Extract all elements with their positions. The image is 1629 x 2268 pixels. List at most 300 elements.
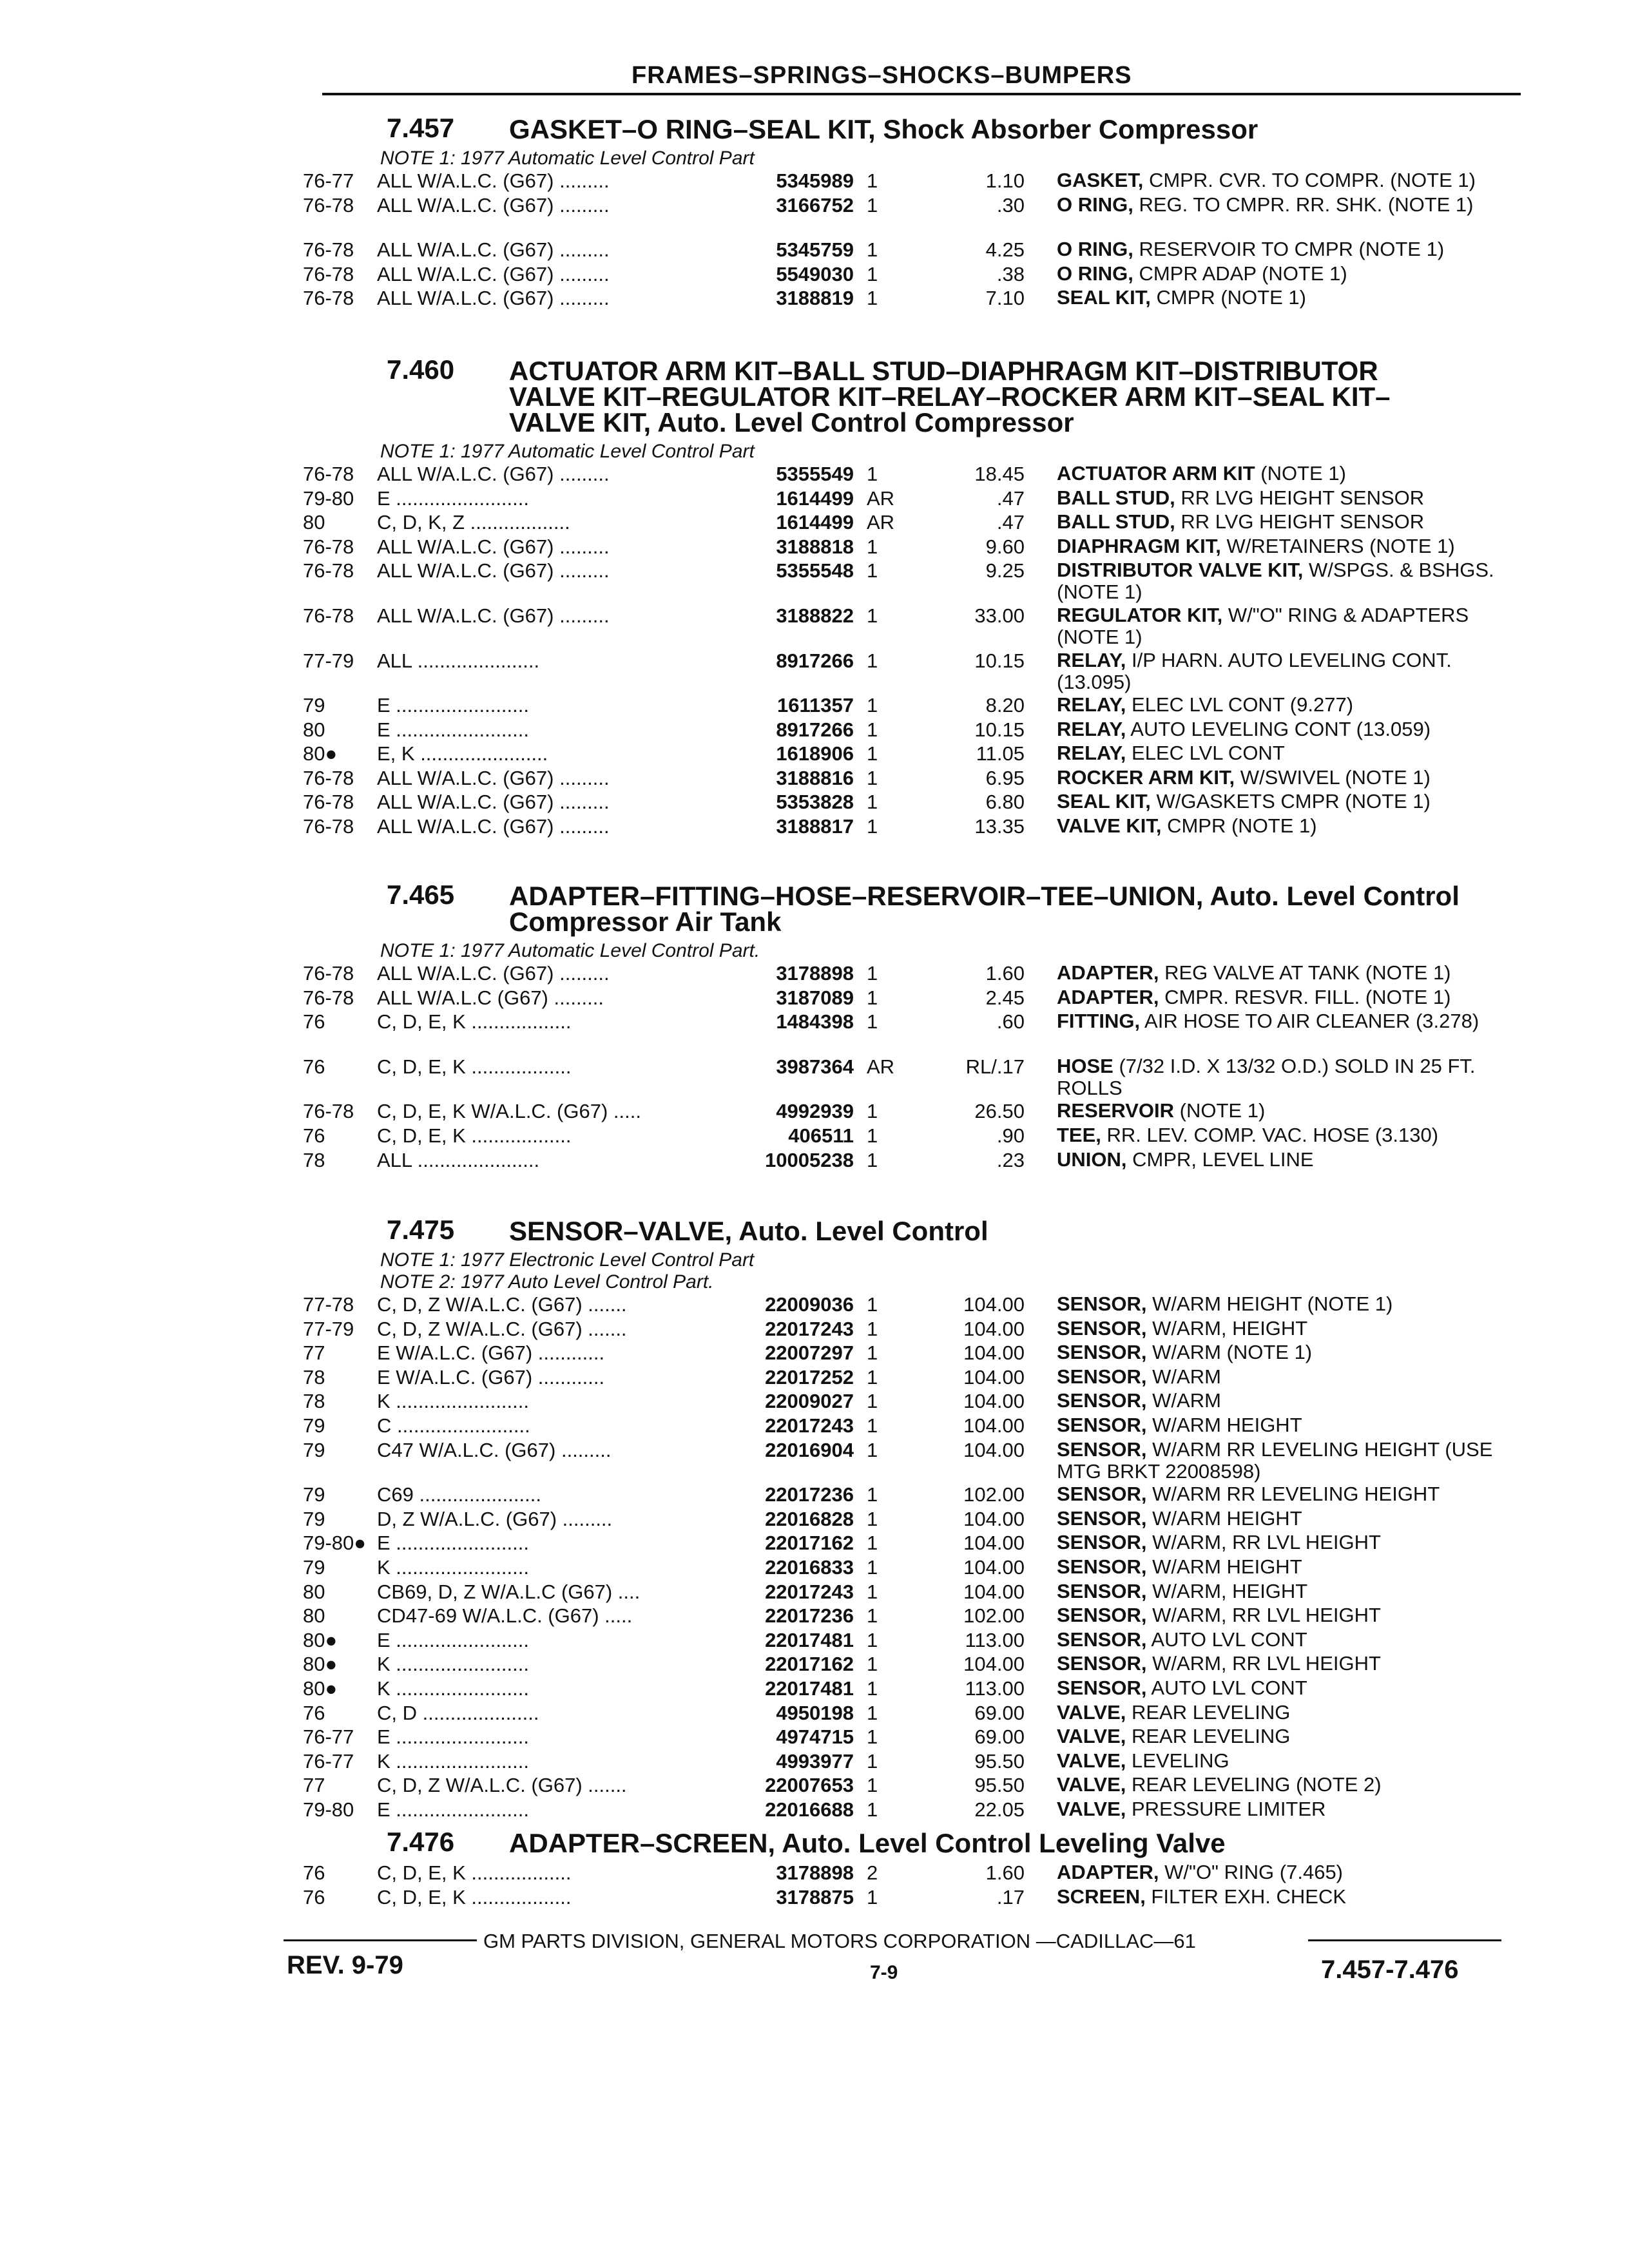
price: RL/.17 <box>965 1055 1025 1078</box>
part-row <box>0 1010 1629 1035</box>
part-row <box>0 487 1629 512</box>
part-row <box>0 559 1629 604</box>
price: .38 <box>996 262 1025 285</box>
description <box>1057 1750 1508 1772</box>
part-number: 22017243 <box>765 1580 854 1603</box>
section-title: ACTUATOR ARM KIT–BALL STUD–DIAPHRAGM KIT–DISTRIBUTOR VALVE KIT–REGULATOR KIT–RELAY–ROCKER ARM KIT–SEAL KIT– VALVE KIT, Auto. Level Control Compressor <box>509 356 1391 437</box>
application: C, D, E, K .................. <box>377 1861 572 1884</box>
description-keyword: SENSOR, <box>1057 1652 1147 1675</box>
price: 102.00 <box>963 1604 1025 1628</box>
application: C, D, Z W/A.L.C. (G67) ....... <box>377 1317 627 1340</box>
model-year: 76-78 <box>303 791 354 814</box>
description-text: I/P HARN. AUTO LEVELING CONT. (13.095) <box>1057 648 1452 693</box>
quantity: 1 <box>867 287 878 310</box>
price: 10.15 <box>974 649 1025 672</box>
description-text: RR LVG HEIGHT SENSOR <box>1175 510 1425 533</box>
description-text: W/ARM, HEIGHT <box>1146 1579 1308 1602</box>
quantity: 1 <box>867 1148 878 1171</box>
part-number: 22017481 <box>765 1677 854 1700</box>
model-year: 76 <box>303 1885 325 1908</box>
section-note: NOTE 1: 1977 Automatic Level Control Part. <box>380 940 760 961</box>
description-text: W/RETAINERS (NOTE 1) <box>1220 534 1455 557</box>
application: ALL W/A.L.C. (G67) ......... <box>377 962 610 985</box>
application: K ........................ <box>377 1555 529 1579</box>
description <box>1057 511 1508 533</box>
application: K ........................ <box>377 1749 529 1773</box>
model-year: 80 <box>303 1604 325 1628</box>
description-text: (NOTE 1) <box>1174 1099 1266 1122</box>
description <box>1057 1629 1508 1651</box>
description-text: CMPR (NOTE 1) <box>1150 286 1306 309</box>
description <box>1057 1366 1508 1388</box>
quantity: 1 <box>867 1701 878 1724</box>
price: 104.00 <box>963 1580 1025 1603</box>
part-number: 3188817 <box>776 815 854 838</box>
part-number: 1614499 <box>776 511 854 534</box>
description <box>1057 1010 1508 1032</box>
running-title: FRAMES–SPRINGS–SHOCKS–BUMPERS <box>631 62 1132 89</box>
part-row <box>0 1556 1629 1581</box>
description-keyword: RELAY, <box>1057 717 1126 740</box>
description-text: W/ARM HEIGHT <box>1146 1555 1302 1578</box>
model-year: 76-78 <box>303 287 354 310</box>
description-keyword: RELAY, <box>1057 693 1126 716</box>
description-keyword: VALVE, <box>1057 1797 1126 1820</box>
price: 11.05 <box>976 742 1025 765</box>
section-note: NOTE 1: 1977 Automatic Level Control Part <box>380 441 755 462</box>
description-keyword: RELAY, <box>1057 742 1126 765</box>
part-row <box>0 1604 1629 1629</box>
price: .17 <box>996 1885 1025 1908</box>
application: C, D, E, K .................. <box>377 1010 572 1033</box>
price: 104.00 <box>963 1390 1025 1413</box>
part-row <box>0 1124 1629 1149</box>
application: ALL W/A.L.C. (G67) ......... <box>377 287 610 310</box>
description-keyword: VALVE, <box>1057 1725 1126 1748</box>
price: 33.00 <box>974 604 1025 627</box>
model-year: 80 <box>303 1580 325 1603</box>
part-number: 22007297 <box>765 1341 854 1365</box>
model-year: 79 <box>303 1555 325 1579</box>
description-text: W/ARM (NOTE 1) <box>1146 1341 1313 1364</box>
quantity: 1 <box>867 1317 878 1340</box>
description <box>1057 742 1508 764</box>
part-row <box>0 194 1629 218</box>
description-keyword: GASKET, <box>1057 169 1144 191</box>
application: E ........................ <box>377 486 529 510</box>
quantity: 1 <box>867 1749 878 1773</box>
part-row <box>0 1483 1629 1508</box>
application: C, D, K, Z .................. <box>377 511 570 534</box>
model-year: 79 <box>303 1414 325 1437</box>
description-text: W/SWIVEL (NOTE 1) <box>1235 765 1431 789</box>
application: CB69, D, Z W/A.L.C (G67) .... <box>377 1580 641 1603</box>
application: E W/A.L.C. (G67) ............ <box>377 1341 605 1365</box>
price: 104.00 <box>963 1555 1025 1579</box>
part-row <box>0 535 1629 560</box>
description <box>1057 1100 1508 1122</box>
description <box>1057 1798 1508 1820</box>
model-year: 76 <box>303 1124 325 1147</box>
quantity: 1 <box>867 649 878 672</box>
section-title: ADAPTER–FITTING–HOSE–RESERVOIR–TEE–UNION, Auto. Level Control Compressor Air Tank <box>509 881 1460 937</box>
application: ALL W/A.L.C. (G67) ......... <box>377 535 610 558</box>
description <box>1057 1604 1508 1626</box>
quantity: 1 <box>867 1774 878 1797</box>
application: C69 ...................... <box>377 1483 541 1506</box>
description-keyword: REGULATOR KIT, <box>1057 603 1223 626</box>
quantity: 1 <box>867 1725 878 1749</box>
description-text: W/ARM, HEIGHT <box>1146 1316 1308 1340</box>
model-year: 79-80 <box>303 486 354 510</box>
description-text: W/ARM, RR LVL HEIGHT <box>1146 1531 1381 1554</box>
part-row <box>0 986 1629 1011</box>
part-number: 22016688 <box>765 1798 854 1821</box>
application: C, D, Z W/A.L.C. (G67) ....... <box>377 1293 627 1316</box>
part-number: 22017481 <box>765 1628 854 1651</box>
description-text: CMPR. RESVR. FILL. (NOTE 1) <box>1159 985 1451 1008</box>
price: .47 <box>996 486 1025 510</box>
price: 104.00 <box>963 1438 1025 1461</box>
part-row <box>0 1293 1629 1318</box>
section-title: SENSOR–VALVE, Auto. Level Control <box>509 1216 988 1246</box>
description-text: REAR LEVELING <box>1126 1700 1291 1724</box>
model-year: 79-80 <box>303 1798 354 1821</box>
quantity: 1 <box>867 718 878 741</box>
quantity: 1 <box>867 962 878 985</box>
description-text: REAR LEVELING (NOTE 2) <box>1126 1773 1382 1796</box>
price: 7.10 <box>985 287 1025 310</box>
model-year: 76 <box>303 1055 325 1078</box>
quantity: 1 <box>867 1293 878 1316</box>
price: 6.95 <box>985 766 1025 789</box>
quantity: 1 <box>867 1532 878 1555</box>
price: .60 <box>996 1010 1025 1033</box>
model-year: 77-79 <box>303 1317 354 1340</box>
model-year: 79 <box>303 1507 325 1530</box>
price: 69.00 <box>974 1725 1025 1749</box>
application: C, D, E, K W/A.L.C. (G67) ..... <box>377 1100 641 1123</box>
price: 104.00 <box>963 1532 1025 1555</box>
part-row <box>0 1774 1629 1798</box>
description-keyword: ROCKER ARM KIT, <box>1057 765 1235 789</box>
price: 69.00 <box>974 1701 1025 1724</box>
application: ALL W/A.L.C. (G67) ......... <box>377 238 610 262</box>
model-year: 80● <box>303 1628 338 1651</box>
part-number: 5355549 <box>776 463 854 485</box>
application: E ........................ <box>377 1532 529 1555</box>
description-keyword: SENSOR, <box>1057 1628 1147 1651</box>
application: C ........................ <box>377 1414 530 1437</box>
description <box>1057 649 1508 693</box>
model-year: 80 <box>303 511 325 534</box>
part-number: 5345759 <box>776 238 854 262</box>
quantity: 1 <box>867 1604 878 1628</box>
application: C, D, E, K .................. <box>377 1885 572 1908</box>
model-year: 80● <box>303 1677 338 1700</box>
description-text: CMPR (NOTE 1) <box>1161 814 1317 838</box>
model-year: 76 <box>303 1010 325 1033</box>
price: 104.00 <box>963 1317 1025 1340</box>
description-text: RR. LEV. COMP. VAC. HOSE (3.130) <box>1101 1123 1439 1146</box>
description <box>1057 767 1508 789</box>
quantity: 1 <box>867 1555 878 1579</box>
quantity: 1 <box>867 1341 878 1365</box>
description-text: W/"O" RING & ADAPTERS (NOTE 1) <box>1057 603 1469 648</box>
quantity: 1 <box>867 1100 878 1123</box>
model-year: 77-78 <box>303 1293 354 1316</box>
quantity: 1 <box>867 1628 878 1651</box>
description-text: (7/32 I.D. X 13/32 O.D.) SOLD IN 25 FT. ROLLS <box>1057 1054 1476 1099</box>
description <box>1057 1508 1508 1530</box>
description <box>1057 463 1508 485</box>
price: 2.45 <box>985 986 1025 1009</box>
description <box>1057 287 1508 309</box>
description-keyword: BALL STUD, <box>1057 486 1175 509</box>
application: K ........................ <box>377 1653 529 1676</box>
part-row <box>0 603 1629 648</box>
description-text: AIR HOSE TO AIR CLEANER (3.278) <box>1140 1010 1480 1033</box>
model-year: 76-77 <box>303 169 354 192</box>
description-keyword: SENSOR, <box>1057 1506 1147 1530</box>
part-number: 22017236 <box>765 1604 854 1628</box>
description-text: REG. TO CMPR. RR. SHK. (NOTE 1) <box>1133 193 1474 216</box>
part-row <box>0 463 1629 487</box>
price: 104.00 <box>963 1341 1025 1365</box>
part-row <box>0 1532 1629 1556</box>
application: C, D ..................... <box>377 1701 539 1724</box>
description-keyword: SENSOR, <box>1057 1316 1147 1340</box>
part-row <box>0 1437 1629 1483</box>
model-year: 76-78 <box>303 1100 354 1123</box>
part-row <box>0 962 1629 986</box>
description-text: PRESSURE LIMITER <box>1126 1797 1326 1820</box>
quantity: 1 <box>867 986 878 1009</box>
model-year: 76 <box>303 1861 325 1884</box>
quantity: 1 <box>867 1798 878 1821</box>
model-year: 78 <box>303 1148 325 1171</box>
part-row <box>0 511 1629 535</box>
application: CD47-69 W/A.L.C. (G67) ..... <box>377 1604 633 1628</box>
part-number: 1611357 <box>777 694 854 717</box>
part-number: 1484398 <box>776 1010 854 1033</box>
part-number: 22017162 <box>765 1532 854 1555</box>
model-year: 76-78 <box>303 604 354 627</box>
description <box>1057 1653 1508 1675</box>
price: 1.60 <box>985 1861 1025 1884</box>
description-text: CMPR, LEVEL LINE <box>1126 1148 1314 1171</box>
description-text: RR LVG HEIGHT SENSOR <box>1175 486 1425 509</box>
section-note: NOTE 1: 1977 Automatic Level Control Part <box>380 148 755 169</box>
quantity: 1 <box>867 169 878 192</box>
part-number: 22017243 <box>765 1414 854 1437</box>
quantity: 1 <box>867 1365 878 1389</box>
price: 13.35 <box>974 815 1025 838</box>
model-year: 76-78 <box>303 463 354 485</box>
model-year: 77 <box>303 1341 325 1365</box>
model-year: 76-78 <box>303 962 354 985</box>
part-number: 22017243 <box>765 1317 854 1340</box>
part-row <box>0 1677 1629 1702</box>
description-keyword: VALVE, <box>1057 1773 1126 1796</box>
description <box>1057 1318 1508 1340</box>
description-keyword: ADAPTER, <box>1057 961 1159 984</box>
description-text: REG VALVE AT TANK (NOTE 1) <box>1159 961 1451 984</box>
part-row <box>0 238 1629 263</box>
application: C47 W/A.L.C. (G67) ......... <box>377 1438 612 1461</box>
description-keyword: SENSOR, <box>1057 1555 1147 1578</box>
description-keyword: SENSOR, <box>1057 1365 1147 1388</box>
part-number: 3178898 <box>776 962 854 985</box>
quantity: AR <box>867 511 895 534</box>
description-keyword: SENSOR, <box>1057 1389 1147 1412</box>
description-text: CMPR ADAP (NOTE 1) <box>1133 262 1347 285</box>
quantity: 1 <box>867 742 878 765</box>
description <box>1057 694 1508 716</box>
description-text: W/ARM <box>1146 1389 1221 1412</box>
quantity: 1 <box>867 559 878 582</box>
part-row <box>0 694 1629 718</box>
model-year: 76-77 <box>303 1725 354 1749</box>
part-number: 4974715 <box>776 1725 854 1749</box>
quantity: 1 <box>867 766 878 789</box>
application: ALL W/A.L.C. (G67) ......... <box>377 559 610 582</box>
application: E W/A.L.C. (G67) ............ <box>377 1365 605 1389</box>
description <box>1057 263 1508 285</box>
model-year: 76-77 <box>303 1749 354 1773</box>
description <box>1057 962 1508 984</box>
part-number: 22009036 <box>765 1293 854 1316</box>
model-year: 78 <box>303 1365 325 1389</box>
description-keyword: SCREEN, <box>1057 1885 1146 1908</box>
description <box>1057 1581 1508 1602</box>
quantity: 1 <box>867 815 878 838</box>
part-number: 3187089 <box>776 986 854 1009</box>
part-number: 3987364 <box>776 1055 854 1078</box>
footer-rule-right <box>1308 1939 1501 1941</box>
description-text: W/ARM, RR LVL HEIGHT <box>1146 1604 1381 1627</box>
description-text: (NOTE 1) <box>1255 462 1346 485</box>
header-rule <box>322 93 1521 95</box>
part-row <box>0 1725 1629 1750</box>
part-number: 3178875 <box>776 1885 854 1908</box>
price: 102.00 <box>963 1483 1025 1506</box>
price: .23 <box>996 1148 1025 1171</box>
application: K ........................ <box>377 1677 529 1700</box>
model-year: 79 <box>303 694 325 717</box>
application: E ........................ <box>377 694 529 717</box>
part-row <box>0 718 1629 743</box>
description <box>1057 1055 1508 1099</box>
description-keyword: TEE, <box>1057 1123 1101 1146</box>
price: 9.25 <box>985 559 1025 582</box>
price: 10.15 <box>974 718 1025 741</box>
price: 8.20 <box>985 694 1025 717</box>
price: 9.60 <box>985 535 1025 558</box>
description-keyword: O RING, <box>1057 238 1133 261</box>
description-keyword: DIAPHRAGM KIT, <box>1057 534 1221 557</box>
description-keyword: UNION, <box>1057 1148 1127 1171</box>
model-year: 76 <box>303 1701 325 1724</box>
part-number: 5345989 <box>776 169 854 192</box>
part-number: 4993977 <box>776 1749 854 1773</box>
description <box>1057 194 1508 216</box>
part-number: 22009027 <box>765 1390 854 1413</box>
part-number: 8917266 <box>776 649 854 672</box>
footer-rule-left <box>284 1939 477 1941</box>
description <box>1057 487 1508 509</box>
part-number: 3166752 <box>776 193 854 216</box>
description-keyword: ACTUATOR ARM KIT <box>1057 462 1255 485</box>
model-year: 78 <box>303 1390 325 1413</box>
quantity: 2 <box>867 1861 878 1884</box>
revision-label: REV. 9-79 <box>287 1951 403 1979</box>
description-keyword: SENSOR, <box>1057 1604 1147 1627</box>
description <box>1057 1556 1508 1578</box>
model-year: 76-78 <box>303 262 354 285</box>
description-keyword: O RING, <box>1057 193 1133 216</box>
part-row <box>0 169 1629 194</box>
application: E ........................ <box>377 1628 529 1651</box>
part-number: 22016828 <box>765 1507 854 1530</box>
part-row <box>0 648 1629 693</box>
application: C, D, E, K .................. <box>377 1055 572 1078</box>
description-text: W/ARM, RR LVL HEIGHT <box>1146 1652 1381 1675</box>
description-keyword: SENSOR, <box>1057 1437 1147 1461</box>
part-row <box>0 742 1629 767</box>
quantity: 1 <box>867 535 878 558</box>
quantity: 1 <box>867 1124 878 1147</box>
price: 104.00 <box>963 1365 1025 1389</box>
part-number: 3188816 <box>776 766 854 789</box>
description <box>1057 1861 1508 1883</box>
part-row <box>0 287 1629 311</box>
part-row <box>0 263 1629 287</box>
description <box>1057 1124 1508 1146</box>
model-year: 76-78 <box>303 766 354 789</box>
quantity: 1 <box>867 463 878 485</box>
description-keyword: RESERVOIR <box>1057 1099 1175 1122</box>
application: E ........................ <box>377 1798 529 1821</box>
description-text: W/"O" RING (7.465) <box>1159 1861 1344 1883</box>
price: .30 <box>996 193 1025 216</box>
description <box>1057 169 1508 191</box>
application: K ........................ <box>377 1390 529 1413</box>
section-title: ADAPTER–SCREEN, Auto. Level Control Leveling Valve <box>509 1828 1226 1858</box>
part-number: 4950198 <box>776 1701 854 1724</box>
model-year: 76-78 <box>303 238 354 262</box>
part-number: 3178898 <box>776 1861 854 1884</box>
application: ALL W/A.L.C. (G67) ......... <box>377 262 610 285</box>
description-text: AUTO LEVELING CONT (13.059) <box>1126 717 1431 740</box>
price: 104.00 <box>963 1414 1025 1437</box>
model-year: 76-78 <box>303 986 354 1009</box>
model-year: 76-78 <box>303 815 354 838</box>
description <box>1057 1774 1508 1796</box>
quantity: 1 <box>867 1885 878 1908</box>
price: 113.00 <box>965 1628 1025 1651</box>
part-row <box>0 767 1629 791</box>
section-note: NOTE 2: 1977 Auto Level Control Part. <box>380 1271 714 1293</box>
application: C, D, Z W/A.L.C. (G67) ....... <box>377 1774 627 1797</box>
quantity: 1 <box>867 1414 878 1437</box>
quantity: 1 <box>867 193 878 216</box>
description <box>1057 1483 1508 1505</box>
application: ALL W/A.L.C. (G67) ......... <box>377 169 610 192</box>
quantity: 1 <box>867 694 878 717</box>
quantity: 1 <box>867 1390 878 1413</box>
model-year: 80● <box>303 1653 338 1676</box>
